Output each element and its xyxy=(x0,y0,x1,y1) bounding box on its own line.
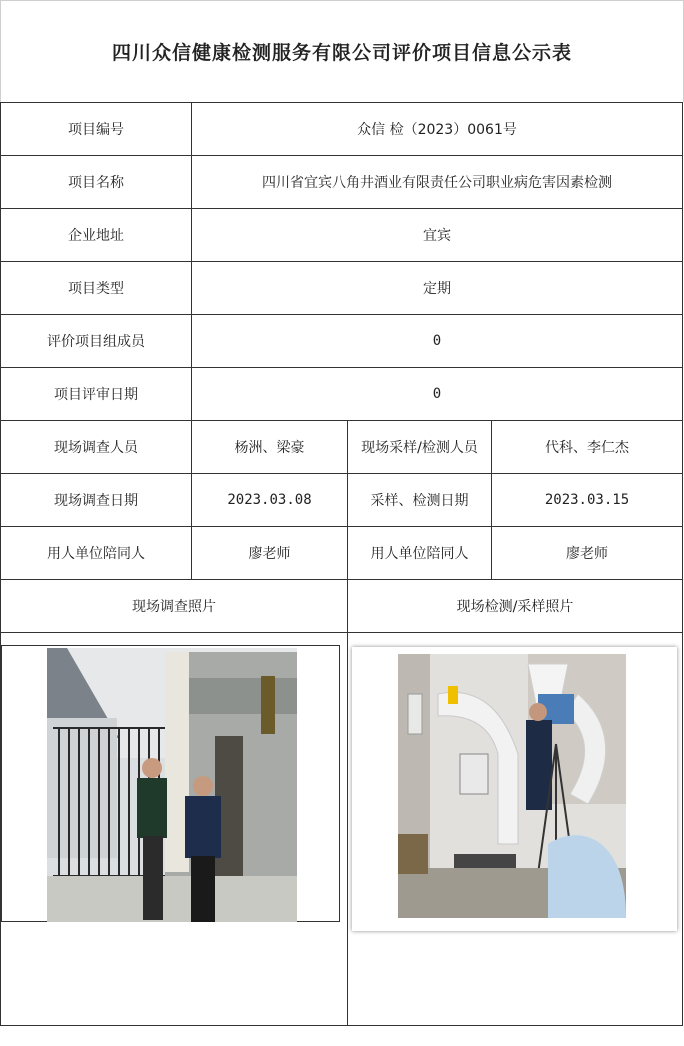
sampling-date-label: 采样、检测日期 xyxy=(348,474,492,527)
table-row xyxy=(1,421,683,474)
escort-value-2: 廖老师 xyxy=(492,527,683,580)
survey-photo-frame xyxy=(1,645,340,922)
survey-staff-value: 杨洲、梁豪 xyxy=(192,421,348,474)
table-row xyxy=(1,103,683,156)
sampling-staff-label: 现场采样/检测人员 xyxy=(348,421,492,474)
sampling-photo-heading: 现场检测/采样照片 xyxy=(348,580,683,633)
members-value: 0 xyxy=(192,315,683,368)
members-label: 评价项目组成员 xyxy=(1,315,192,368)
project-no-label: 项目编号 xyxy=(1,103,192,156)
survey-date-label: 现场调查日期 xyxy=(1,474,192,527)
info-table xyxy=(0,102,683,1026)
review-date-label: 项目评审日期 xyxy=(1,368,192,421)
survey-staff-label: 现场调查人员 xyxy=(1,421,192,474)
survey-photo-cell xyxy=(1,633,348,1026)
sampling-photo-frame xyxy=(352,647,677,931)
table-row xyxy=(1,527,683,580)
project-type-value: 定期 xyxy=(192,262,683,315)
table-row xyxy=(1,580,683,633)
address-value: 宜宾 xyxy=(192,209,683,262)
project-name-value: 四川省宜宾八角井酒业有限责任公司职业病危害因素检测 xyxy=(192,156,683,209)
table-row xyxy=(1,368,683,421)
sampling-photo xyxy=(398,654,626,918)
table-row xyxy=(1,209,683,262)
survey-photo xyxy=(47,648,297,922)
page-title: 四川众信健康检测服务有限公司评价项目信息公示表 xyxy=(0,0,684,102)
table-row xyxy=(1,262,683,315)
review-date-value: 0 xyxy=(192,368,683,421)
survey-date-value: 2023.03.08 xyxy=(192,474,348,527)
escort-value: 廖老师 xyxy=(192,527,348,580)
project-no-value: 众信 检（2023）0061号 xyxy=(192,103,683,156)
project-name-label: 项目名称 xyxy=(1,156,192,209)
address-label: 企业地址 xyxy=(1,209,192,262)
table-row xyxy=(1,315,683,368)
sampling-photo-cell xyxy=(348,633,683,1026)
project-type-label: 项目类型 xyxy=(1,262,192,315)
table-row xyxy=(1,474,683,527)
escort-label: 用人单位陪同人 xyxy=(1,527,192,580)
sampling-staff-value: 代科、李仁杰 xyxy=(492,421,683,474)
survey-photo-heading: 现场调查照片 xyxy=(1,580,348,633)
table-row xyxy=(1,633,683,1026)
table-row xyxy=(1,156,683,209)
sampling-date-value: 2023.03.15 xyxy=(492,474,683,527)
escort-label-2: 用人单位陪同人 xyxy=(348,527,492,580)
